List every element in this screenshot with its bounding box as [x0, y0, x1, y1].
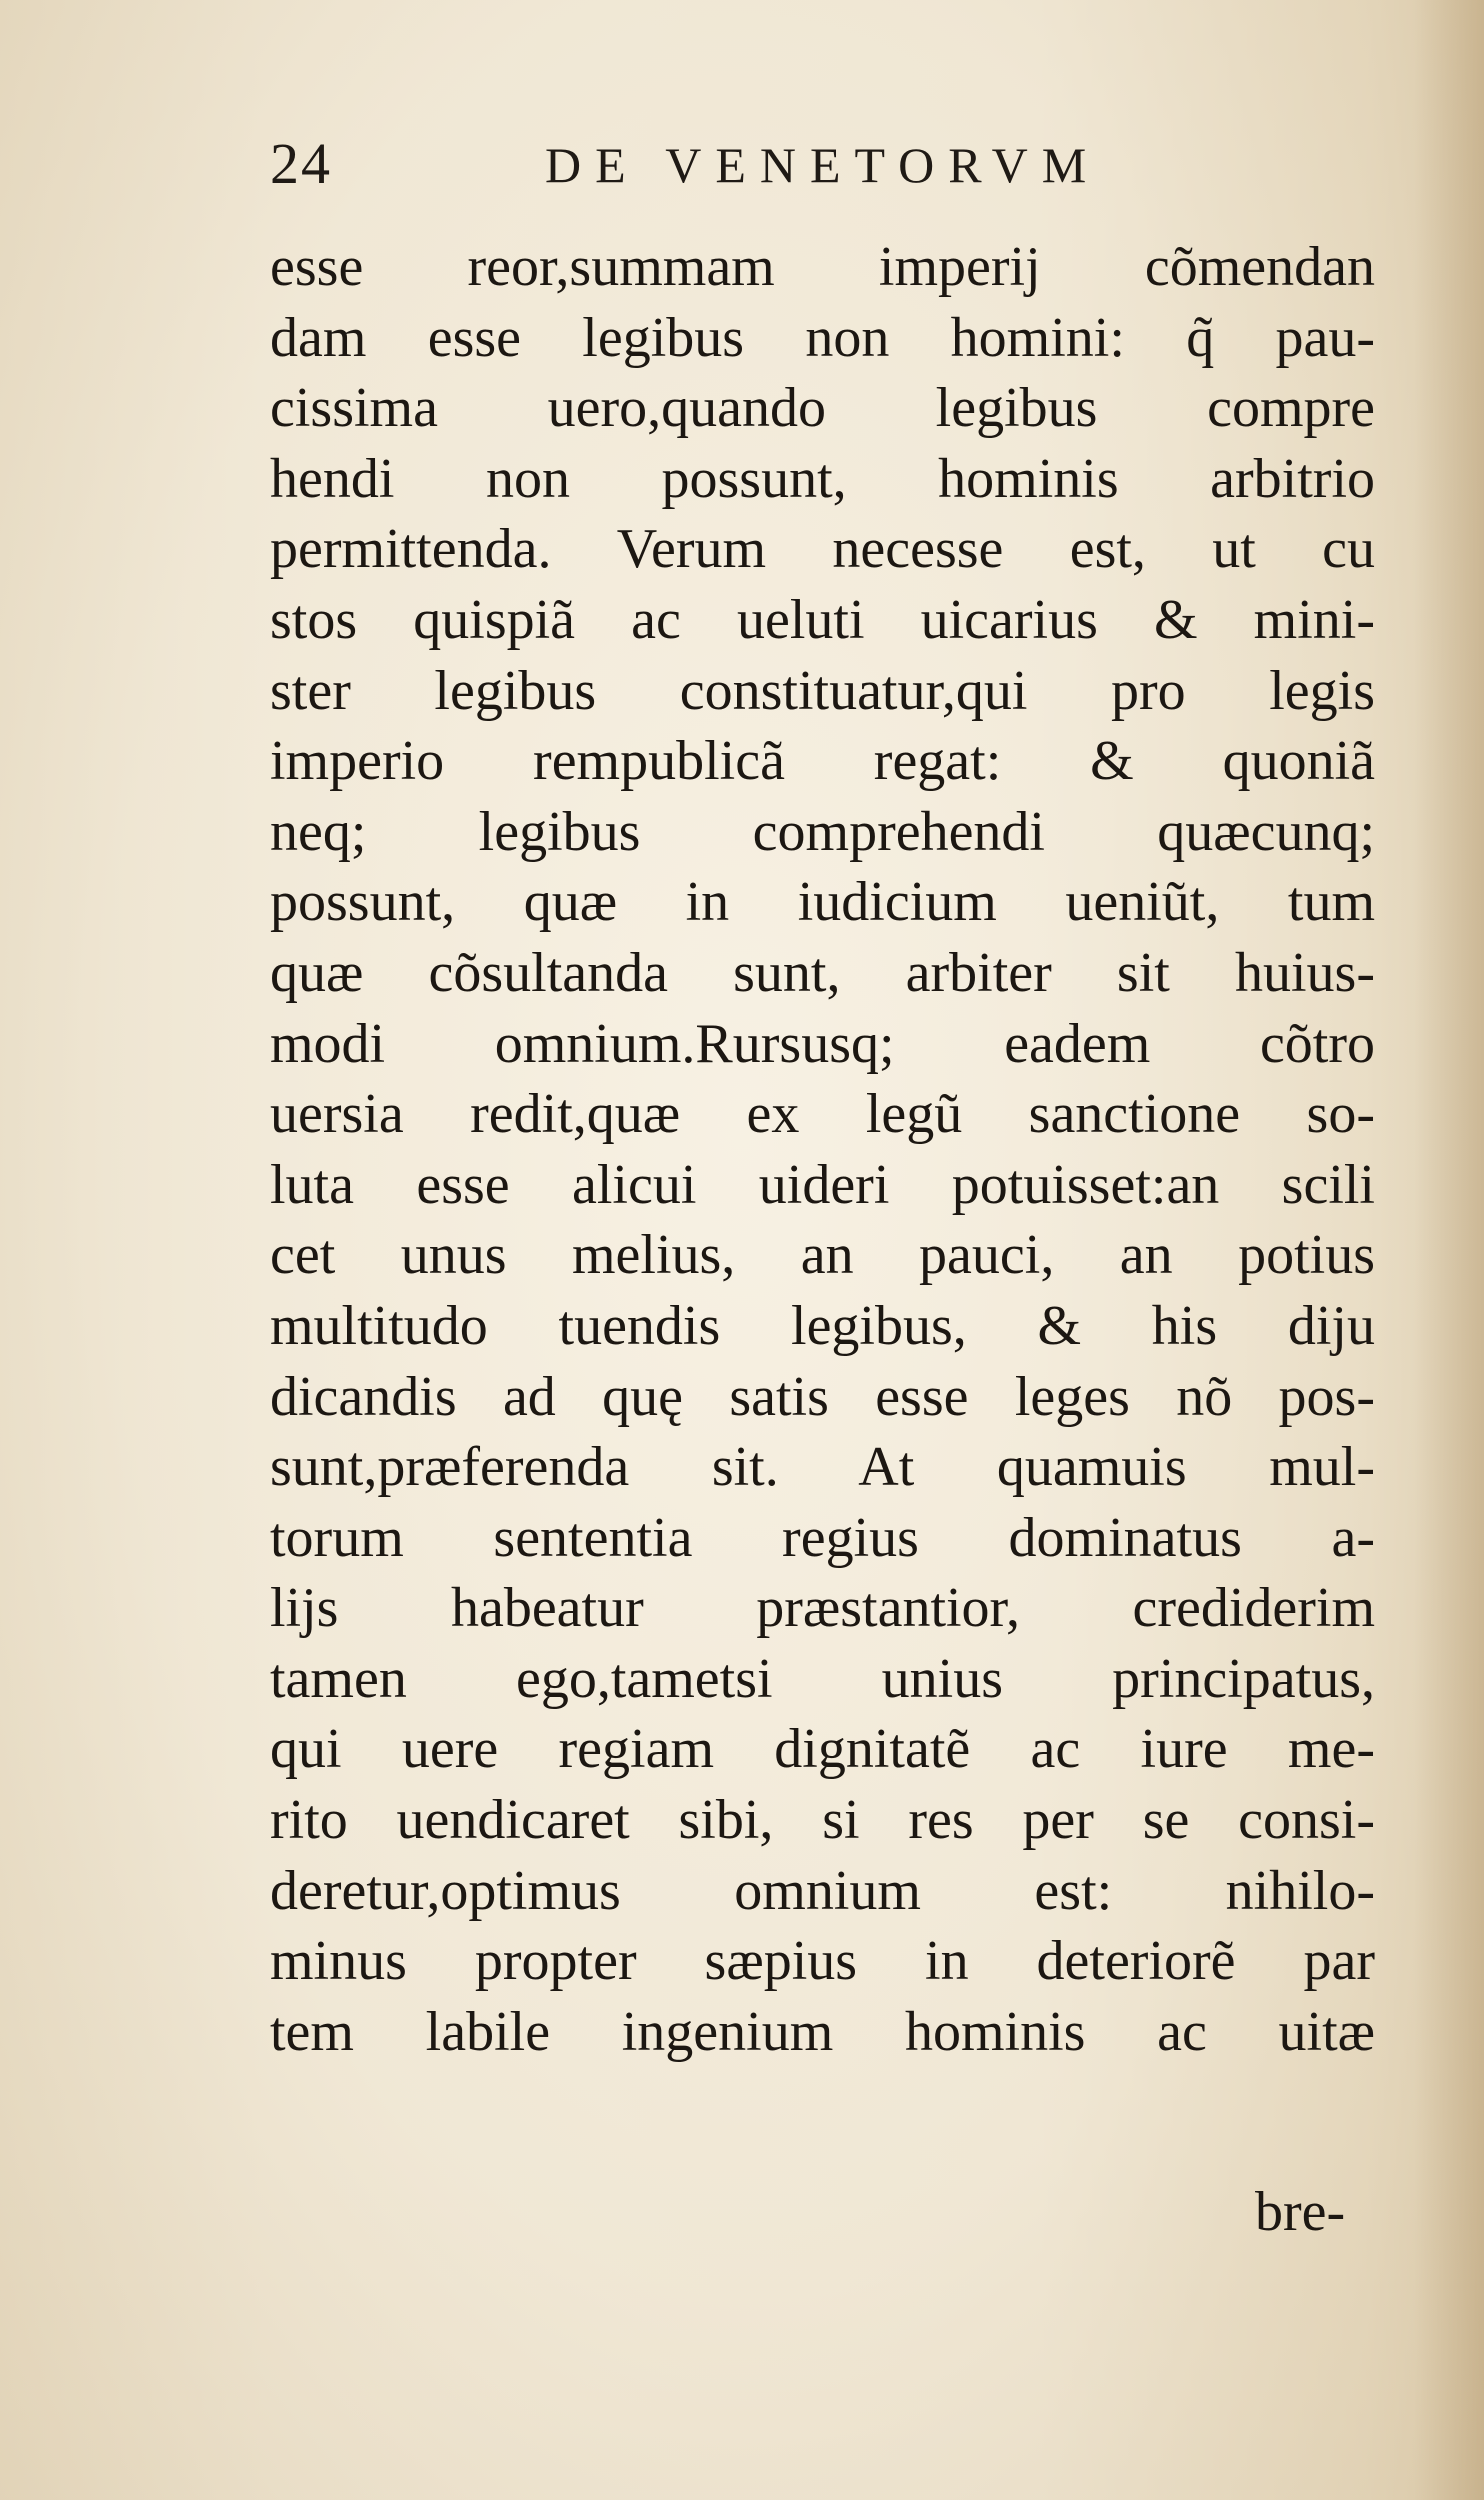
text-line: lijs habeatur præstantior, crediderim	[270, 1577, 1375, 1640]
text-line: uersia redit,quæ ex legũ sanctione so-	[270, 1083, 1375, 1146]
text-line: neq; legibus comprehendi quæcunq;	[270, 800, 1375, 863]
text-line: esse reor,summam imperij cõmendan	[270, 236, 1375, 298]
running-head	[270, 130, 1230, 210]
text-line: cet unus melius, an pauci, an potius	[270, 1224, 1375, 1287]
text-line: modi omnium.Rursusq; eadem cõtro	[270, 1012, 1375, 1075]
text-line: tem labile ingenium hominis ac uitæ	[270, 2000, 1375, 2063]
text-line: luta esse alicui uideri potuisset:an scili	[270, 1153, 1375, 1216]
text-line: cissima uero,quando legibus compre	[270, 377, 1375, 440]
text-line: hendi non possunt, hominis arbitrio	[270, 447, 1375, 510]
text-line: multitudo tuendis legibus, & his diju	[270, 1294, 1375, 1357]
text-line: tamen ego,tametsi unius principatus,	[270, 1647, 1375, 1710]
text-line: minus propter sæpius in deteriorẽ par	[270, 1930, 1375, 1993]
text-line: qui uere regiam dignitatẽ ac iure me-	[270, 1718, 1375, 1781]
text-line: torum sententia regius dominatus a-	[270, 1506, 1375, 1569]
catchword: bre-	[1255, 2181, 1346, 2243]
text-line: permittenda. Verum necesse est, ut cu	[270, 518, 1375, 581]
text-line: ster legibus constituatur,qui pro legis	[270, 659, 1375, 722]
text-line: imperio rempublicã regat: & quoniã	[270, 730, 1375, 793]
body-text	[270, 232, 1390, 2067]
page-number: 24	[270, 131, 332, 196]
text-line: deretur,optimus omnium est: nihilo-	[270, 1859, 1375, 1922]
text-line: quæ cõsultanda sunt, arbiter sit huius-	[270, 941, 1375, 1004]
running-head-title: DE VENETORVM	[545, 137, 1101, 193]
text-line: possunt, quæ in iudicium ueniũt, tum	[270, 871, 1375, 934]
text-line: sunt,præferenda sit. At quamuis mul-	[270, 1436, 1375, 1499]
text-line: dam esse legibus non homini: q̃ pau-	[270, 306, 1375, 369]
text-line: rito uendicaret sibi, si res per se consi-	[270, 1789, 1375, 1852]
text-line: dicandis ad quę satis esse leges nõ pos-	[270, 1365, 1375, 1428]
text-line: stos quispiã ac ueluti uicarius & mini-	[270, 588, 1375, 651]
